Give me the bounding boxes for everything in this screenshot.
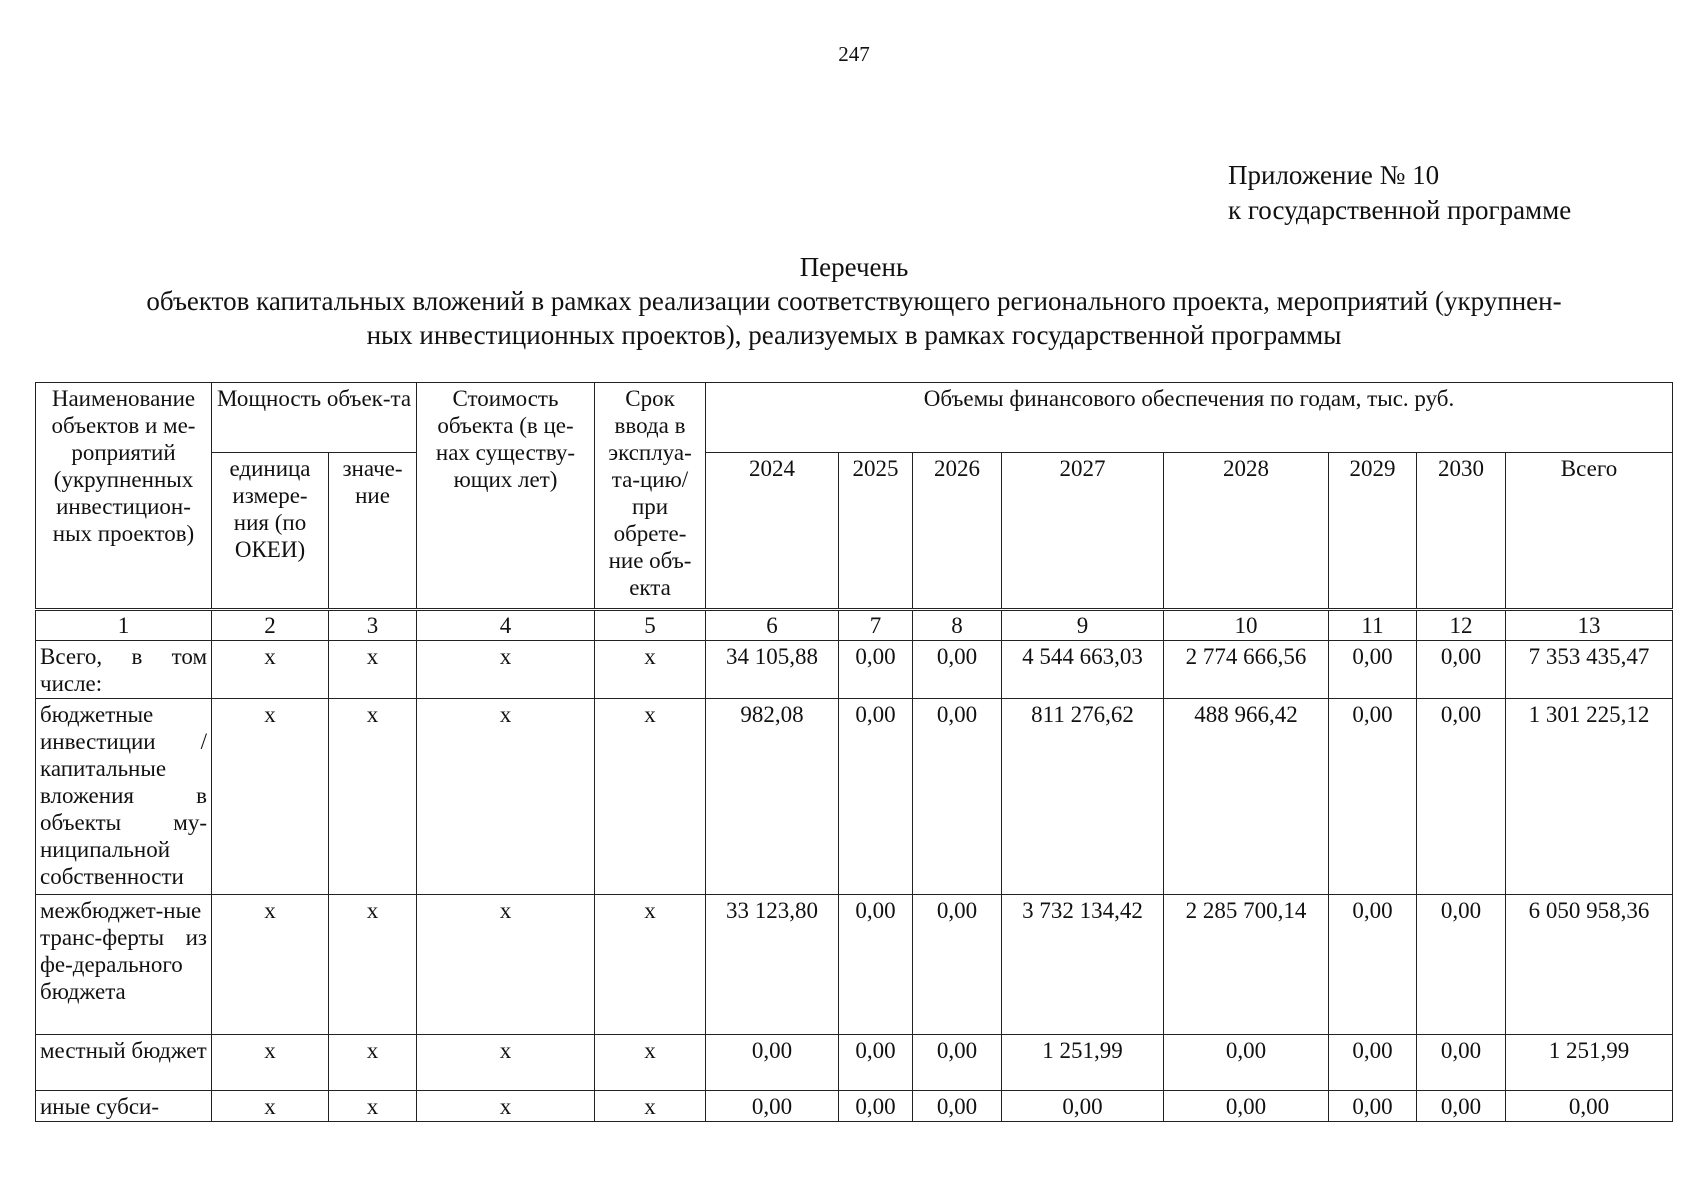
row-name: межбюджет-ные транс-ферты из фе-дерального бюджета [36, 895, 212, 1035]
table-row [36, 1035, 1673, 1091]
column-number: 1 [36, 610, 212, 641]
row-unit: х [212, 641, 329, 699]
header-value: значе-ние [329, 452, 417, 609]
row-amount: 1 251,99 [1002, 1035, 1164, 1091]
title-line-3: ных инвестиционных проектов), реализуемых в рамках государственной программы [366, 320, 1342, 350]
row-amount: 0,00 [839, 1091, 913, 1122]
column-number: 6 [706, 610, 839, 641]
header-total: Всего [1506, 452, 1673, 609]
row-amount: 0,00 [1164, 1091, 1329, 1122]
document-title [70, 250, 1638, 352]
header-year-2025: 2025 [839, 452, 913, 609]
table-row [36, 699, 1673, 895]
row-value: х [329, 895, 417, 1035]
row-amount: 0,00 [1329, 641, 1417, 699]
row-amount: 0,00 [1417, 1035, 1506, 1091]
row-amount: 4 544 663,03 [1002, 641, 1164, 699]
row-name: Всего, в том числе: [36, 641, 212, 699]
row-term: х [595, 895, 706, 1035]
row-amount: 0,00 [1329, 895, 1417, 1035]
row-amount: 0,00 [1417, 641, 1506, 699]
row-amount: 0,00 [913, 699, 1002, 895]
header-funding: Объемы финансового обеспечения по годам, тыс. руб. [706, 383, 1673, 453]
appendix-note [1228, 158, 1571, 228]
table-row [36, 895, 1673, 1035]
row-amount: 0,00 [1329, 699, 1417, 895]
row-amount: 33 123,80 [706, 895, 839, 1035]
row-amount-total: 1 251,99 [1506, 1035, 1673, 1091]
column-number: 7 [839, 610, 913, 641]
row-amount: 3 732 134,42 [1002, 895, 1164, 1035]
table-row [36, 1091, 1673, 1122]
column-number: 9 [1002, 610, 1164, 641]
row-amount: 34 105,88 [706, 641, 839, 699]
table-row [36, 641, 1673, 699]
row-amount: 0,00 [913, 1035, 1002, 1091]
header-term: Срок ввода в эксплуа-та-цию/при обрете-ние объ-екта [595, 383, 706, 610]
row-amount: 0,00 [1329, 1035, 1417, 1091]
capital-investment-table [35, 382, 1673, 1122]
header-capacity: Мощность объек-та [212, 383, 417, 453]
row-amount: 2 774 666,56 [1164, 641, 1329, 699]
row-name: бюджетные инвестиции / капитальные вложения в объекты му-ниципальной собственности [36, 699, 212, 895]
appendix-line-2: к государственной программе [1228, 195, 1572, 225]
row-amount-total: 0,00 [1506, 1091, 1673, 1122]
column-number: 3 [329, 610, 417, 641]
row-term: х [595, 1035, 706, 1091]
column-number: 10 [1164, 610, 1329, 641]
column-number: 12 [1417, 610, 1506, 641]
row-value: х [329, 699, 417, 895]
row-amount: 0,00 [1417, 699, 1506, 895]
row-unit: х [212, 1035, 329, 1091]
row-value: х [329, 1091, 417, 1122]
row-cost: х [417, 895, 595, 1035]
row-amount: 488 966,42 [1164, 699, 1329, 895]
appendix-line-1: Приложение № 10 [1228, 160, 1440, 190]
column-number-row [36, 610, 1673, 641]
column-number: 11 [1329, 610, 1417, 641]
row-value: х [329, 641, 417, 699]
row-term: х [595, 641, 706, 699]
row-cost: х [417, 1091, 595, 1122]
row-unit: х [212, 895, 329, 1035]
row-amount: 0,00 [839, 1035, 913, 1091]
header-year-2030: 2030 [1417, 452, 1506, 609]
row-amount-total: 7 353 435,47 [1506, 641, 1673, 699]
header-year-2026: 2026 [913, 452, 1002, 609]
row-amount-total: 6 050 958,36 [1506, 895, 1673, 1035]
row-name: местный бюджет [36, 1035, 212, 1091]
row-cost: х [417, 699, 595, 895]
column-number: 2 [212, 610, 329, 641]
row-amount: 0,00 [839, 895, 913, 1035]
page-number: 247 [838, 42, 870, 66]
row-amount: 0,00 [913, 641, 1002, 699]
header-row-1 [36, 383, 1673, 453]
title-line-1: Перечень [799, 252, 909, 282]
row-amount: 0,00 [1002, 1091, 1164, 1122]
title-line-2: объектов капитальных вложений в рамках реализации соответствующего регионального проекта, мероприятий (укрупнен- [146, 286, 1562, 316]
row-term: х [595, 1091, 706, 1122]
row-amount: 0,00 [839, 699, 913, 895]
column-number: 5 [595, 610, 706, 641]
row-amount: 0,00 [1164, 1035, 1329, 1091]
header-cost: Стоимость объекта (в це-нах существу-ющих лет) [417, 383, 595, 610]
row-cost: х [417, 1035, 595, 1091]
row-amount: 811 276,62 [1002, 699, 1164, 895]
header-name: Наименование объектов и ме-роприятий (укрупненных инвестицион-ных проектов) [36, 383, 212, 610]
row-amount: 982,08 [706, 699, 839, 895]
row-amount-total: 1 301 225,12 [1506, 699, 1673, 895]
column-number: 13 [1506, 610, 1673, 641]
column-number: 4 [417, 610, 595, 641]
row-unit: х [212, 699, 329, 895]
header-unit: единица измере-ния (по ОКЕИ) [212, 452, 329, 609]
column-number: 8 [913, 610, 1002, 641]
header-year-2029: 2029 [1329, 452, 1417, 609]
header-year-2027: 2027 [1002, 452, 1164, 609]
row-amount: 0,00 [706, 1035, 839, 1091]
row-amount: 0,00 [839, 641, 913, 699]
row-amount: 0,00 [706, 1091, 839, 1122]
row-amount: 0,00 [1329, 1091, 1417, 1122]
row-amount: 0,00 [913, 895, 1002, 1035]
row-amount: 0,00 [913, 1091, 1002, 1122]
header-year-2028: 2028 [1164, 452, 1329, 609]
row-value: х [329, 1035, 417, 1091]
row-amount: 0,00 [1417, 1091, 1506, 1122]
row-name: иные субси- [36, 1091, 212, 1122]
row-term: х [595, 699, 706, 895]
row-cost: х [417, 641, 595, 699]
header-year-2024: 2024 [706, 452, 839, 609]
row-amount: 2 285 700,14 [1164, 895, 1329, 1035]
row-unit: х [212, 1091, 329, 1122]
header-row-2 [36, 452, 1673, 609]
row-amount: 0,00 [1417, 895, 1506, 1035]
